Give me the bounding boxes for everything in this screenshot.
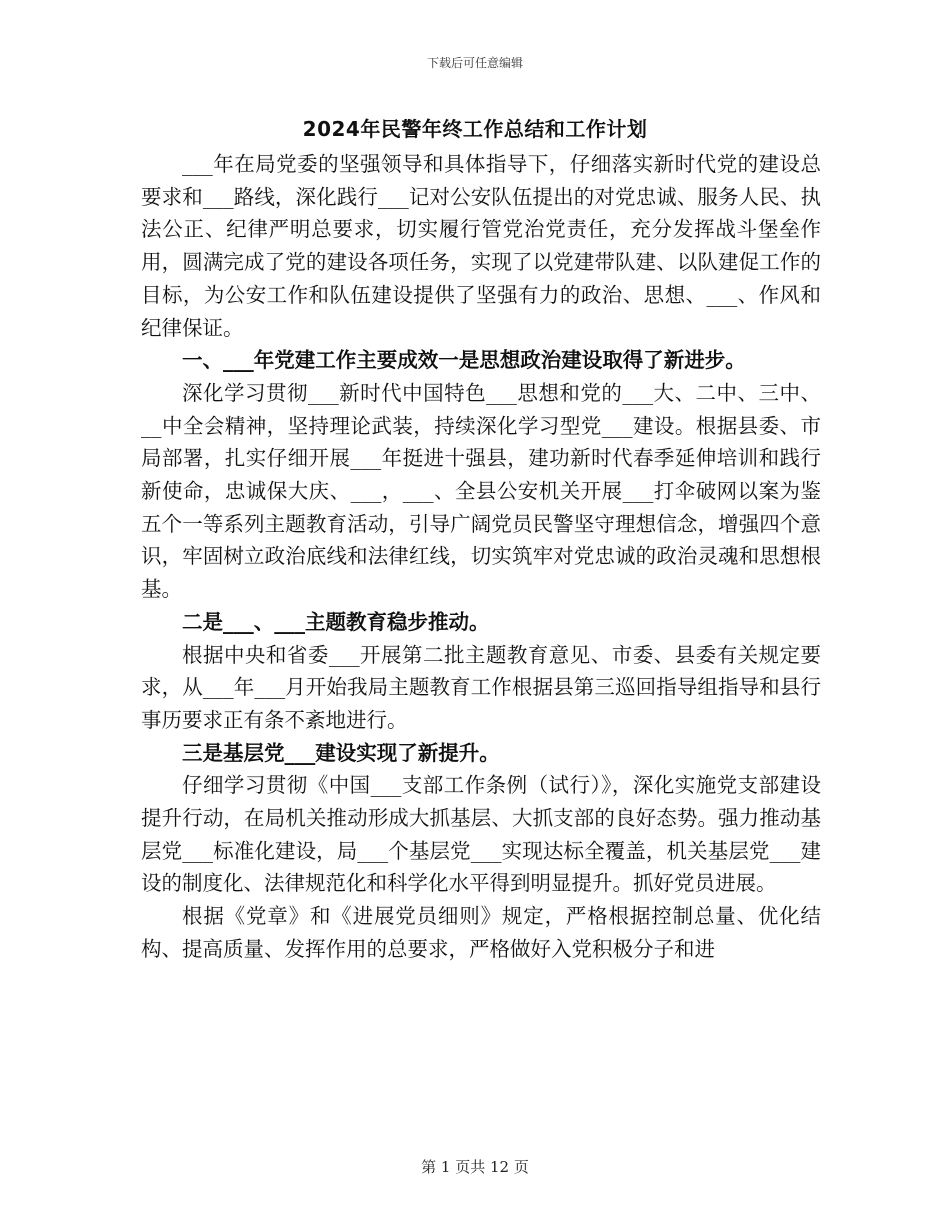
paragraph-4: 根据《党章》和《进展党员细则》规定，严格根据控制总量、优化结构、提高质量、发挥作用的总要求，严格做好入党积极分子和进 [141, 904, 821, 961]
page-number-footer: 第 1 页共 12 页 [421, 1158, 529, 1176]
paragraph-3: 仔细学习贯彻《中国___支部工作条例（试行）》，深化实施党支部建设提升行动，在局机关推动形成大抓基层、大抓支部的良好态势。强力推动基层党___标准化建设，局___个基层党___实现达标全覆盖，机关基层党___建设的制度化、法律规范化和科学化水平得到明显提升。抓好党员进展。 [141, 773, 821, 896]
document-body [141, 148, 821, 966]
header-note: 下载后可任意编辑 [426, 56, 523, 70]
section-heading-2: 二是___、___主题教育稳步推动。 [182, 609, 490, 634]
section-heading-3: 三是基层党___建设实现了新提升。 [182, 740, 500, 765]
paragraph-1: 深化学习贯彻___新时代中国特色___思想和党的___大、二中、三中、__中全会精神，坚持理论武装，持续深化学习型党___建设。根据县委、市局部署，扎实仔细开展___年挺进十强县，建功新时代春季延伸培训和践行新使命，忠诚保大庆、___，___、全县公安机关开展___打伞破网以案为鉴五个一等系列主题教育活动，引导广阔党员民警坚守理想信念，增强四个意识，牢固树立政治底线和法律红线，切实筑牢对党忠诚的政治灵魂和思想根基。 [141, 380, 821, 602]
paragraph-2: 根据中央和省委___开展第二批主题教育意见、市委、县委有关规定要求，从___年___月开始我局主题教育工作根据县第三巡回指导组指导和县行事历要求正有条不紊地进行。 [141, 642, 821, 732]
section-heading-1: 一、___年党建工作主要成效一是思想政治建设取得了新进步。 [182, 348, 746, 373]
intro-paragraph: ___年在局党委的坚强领导和具体指导下，仔细落实新时代党的建设总要求和___路线，深化践行___记对公安队伍提出的对党忠诚、服务人民、执法公正、纪律严明总要求，切实履行管党治党责任，充分发挥战斗堡垒作用，圆满完成了党的建设各项任务，实现了以党建带队建、以队建促工作的目标，为公安工作和队伍建设提供了坚强有力的政治、思想、___、作风和纪律保证。 [141, 152, 821, 340]
document-title: 2024年民警年终工作总结和工作计划 [302, 117, 648, 141]
